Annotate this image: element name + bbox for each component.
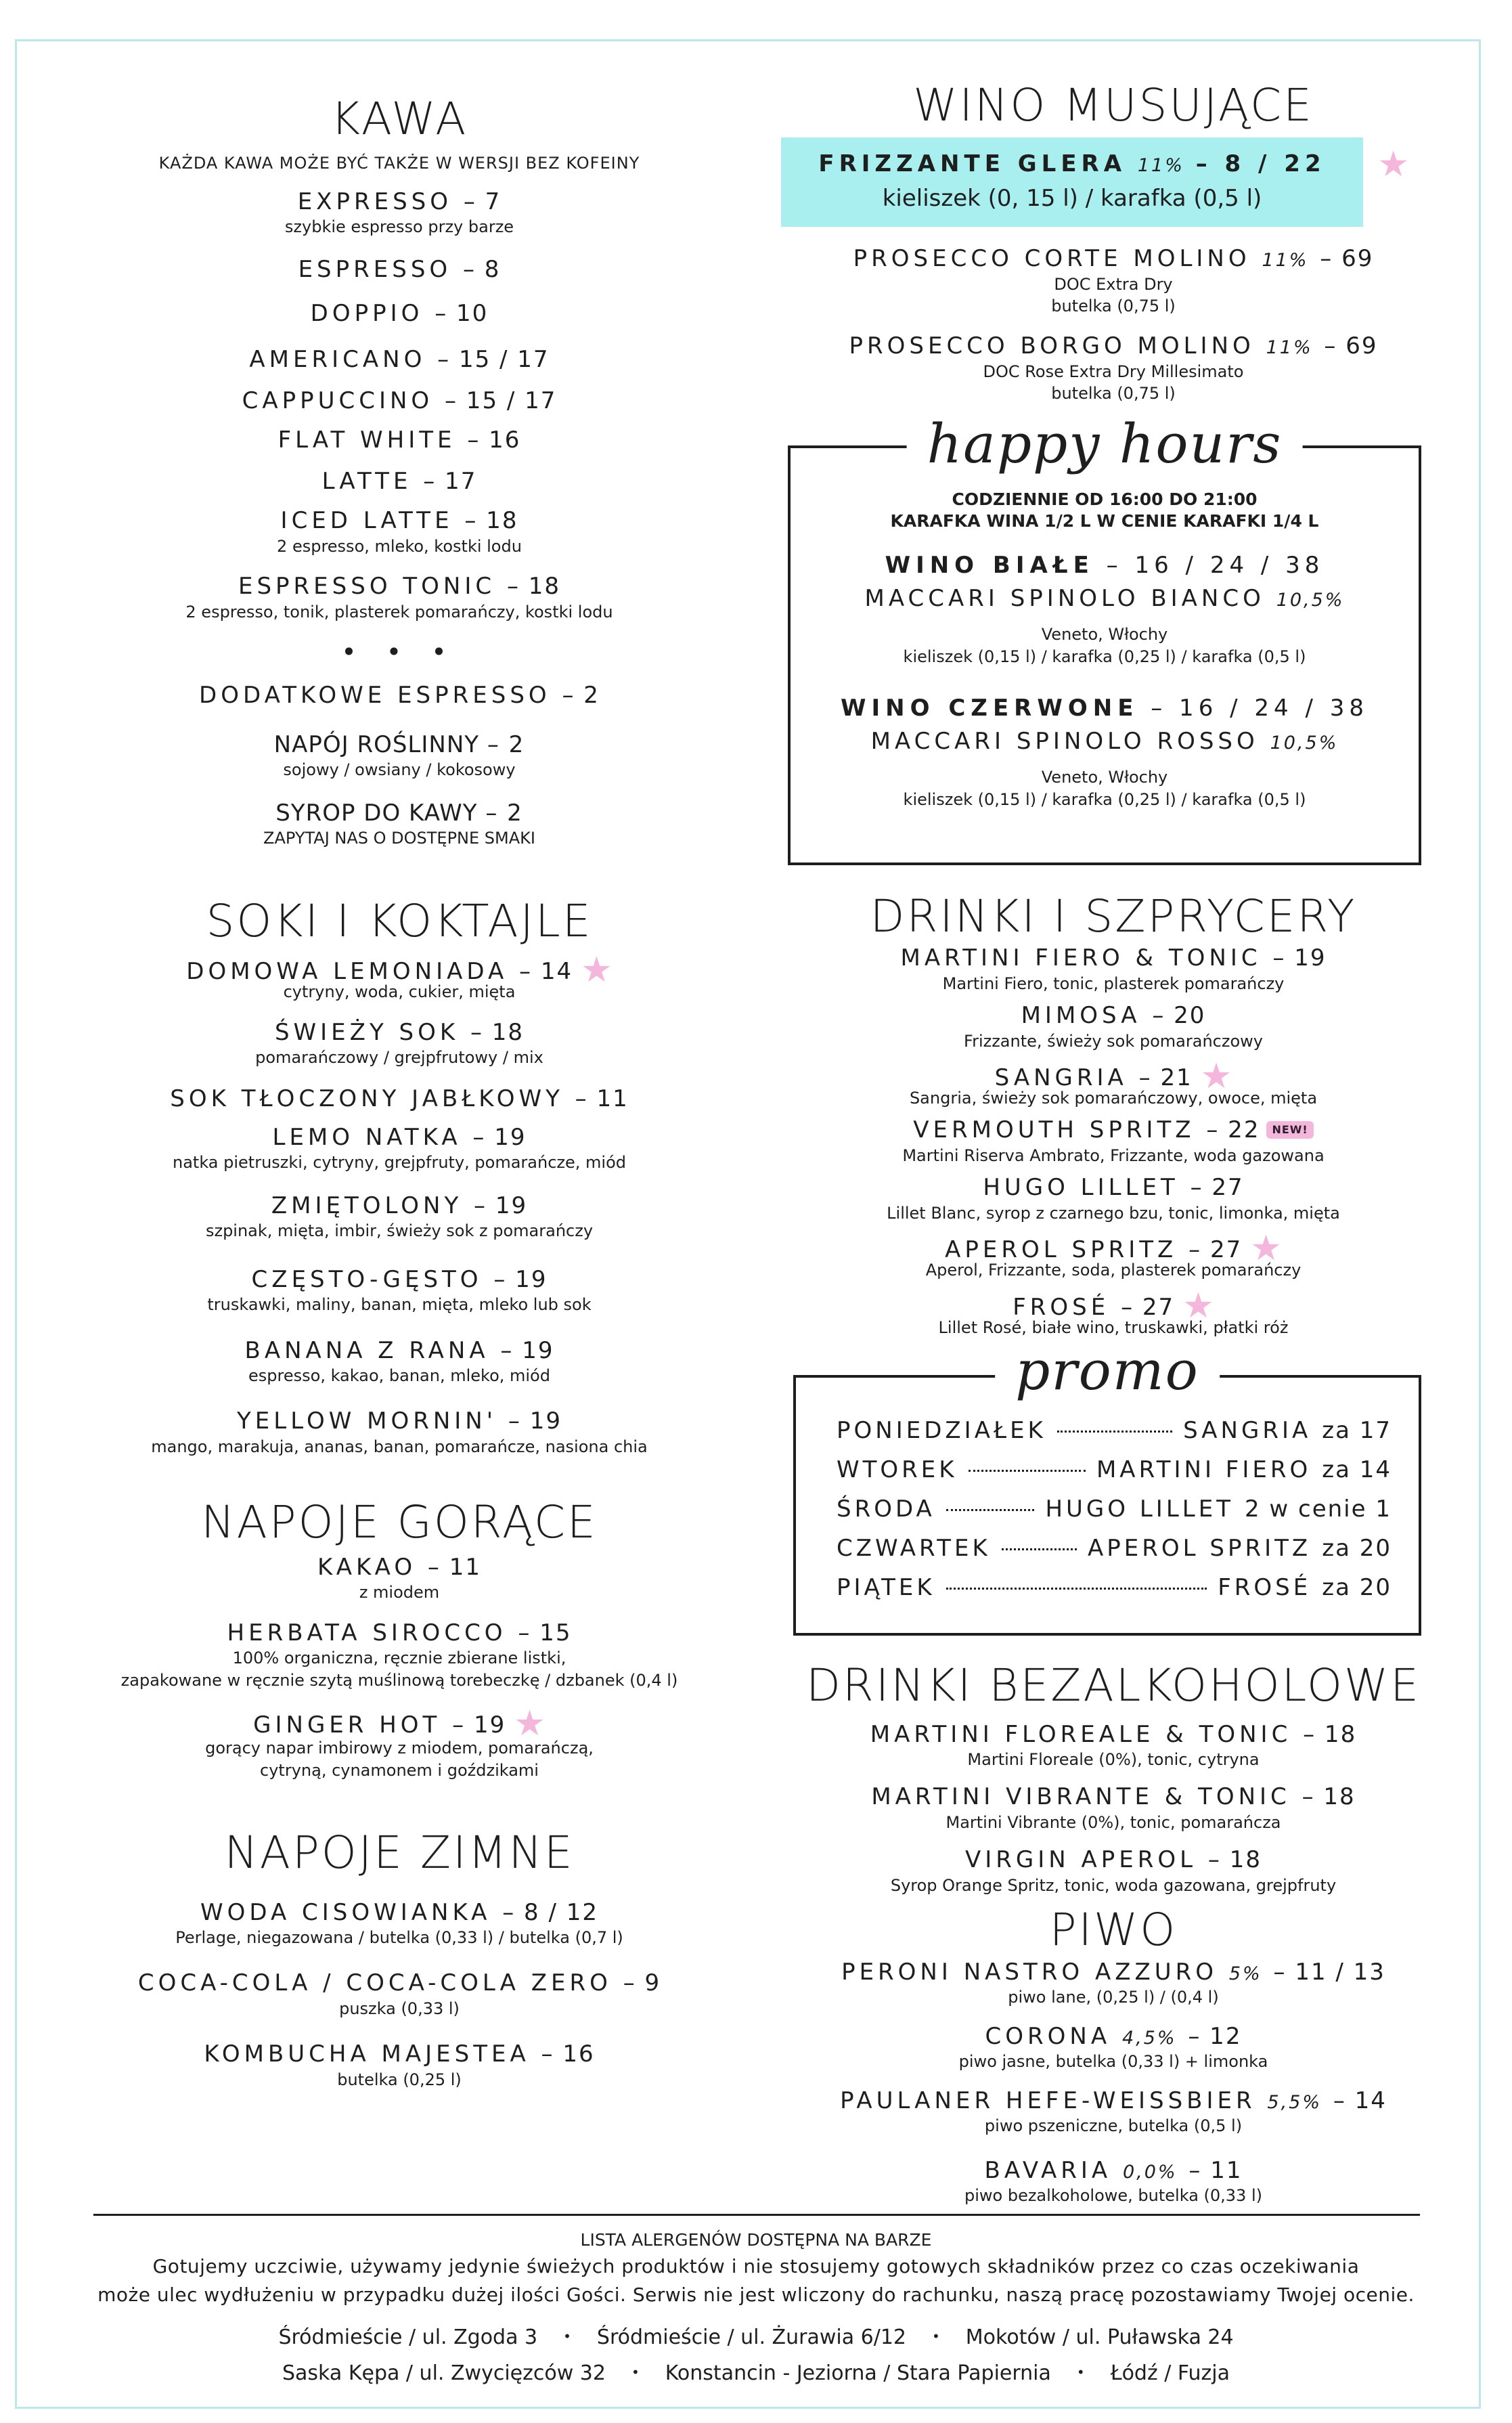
item-price: – 69 [1324,332,1378,360]
menu-item [765,1720,1462,1771]
promo-drink: FROSÉ [1218,1573,1312,1601]
dotted-leader [946,1588,1207,1590]
item-description: piwo jasne, butelka (0,33 l) + limonka [958,2052,1268,2072]
menu-item [765,2087,1462,2137]
item-price: – 10 [435,299,489,327]
promo-drink: MARTINI FIERO [1096,1456,1312,1483]
menu-item [61,467,738,496]
item-price: – 20 [1152,1002,1206,1030]
item-name: PERONI NASTRO AZZURO [841,1958,1218,1986]
item-price: – 2 [487,730,525,758]
bullet-icon: • [563,2328,571,2344]
item-name: MARTINI FLOREALE & TONIC [870,1720,1292,1748]
promo-row [837,1535,1392,1574]
locations-row [41,2324,1471,2351]
item-name: CZĘSTO-GĘSTO [251,1265,483,1293]
item-name: MIMOSA [1021,1002,1141,1030]
promo-row [837,1574,1392,1613]
menu-item [61,1085,738,1114]
bullet-icon: • [631,2364,640,2380]
item-name: KAKAO [317,1553,417,1581]
promo-drink: APEROL SPRITZ [1088,1534,1312,1562]
menu-item [61,1703,738,1781]
item-description-line-2: butelka (0,75 l) [1051,384,1176,403]
service-notice: Gotujemy uczciwie, używamy jedynie świeżych produktów i nie stosujemy gotowych składników przez co czas oczekiwania [152,2255,1360,2277]
menu-item [61,299,738,328]
item-price: – 18 [1303,1720,1357,1748]
location: Śródmieście / ul. Żurawia 6/12 [596,2326,906,2349]
item-description: Perlage, niegazowana / butelka (0,33 l) / butelka (0,7 l) [175,1928,623,1948]
menu-item [61,1192,738,1242]
allergen-note: LISTA ALERGENÓW DOSTĘPNA NA BARZE [580,2230,932,2250]
item-description: Syrop Orange Spritz, tonic, woda gazowana, grejpfruty [890,1875,1337,1895]
item-description: DOC Rose Extra Dry Millesimato [983,362,1244,381]
menu-item [61,1969,738,2020]
menu-item [765,1846,1462,1896]
menu-item [765,1285,1462,1338]
item-abv: 11% [1266,337,1313,359]
item-description: szpinak, mięta, imbir, świeży sok z pomarańczy [205,1221,594,1241]
wine-group-price: – 16 / 24 / 38 [1151,694,1369,722]
item-price: – 12 [1188,2022,1242,2050]
wine-group-title [791,552,1419,579]
bullet-icon: • [932,2328,940,2344]
item-description-line-2: cytryną, cynamonem i goździkami [260,1760,539,1780]
item-name: LEMO NATKA [272,1123,462,1151]
item-name: SANGRIA [994,1064,1128,1092]
item-name: NAPÓJ ROŚLINNY [273,730,480,758]
item-abv: 4,5% [1121,2027,1177,2049]
item-description: puszka (0,33 l) [339,1999,460,2018]
item-description: Martini Riserva Ambrato, Frizzante, woda gazowana [902,1145,1325,1165]
item-name: ŚWIEŻY SOK [274,1018,460,1046]
item-price: – 9 [623,1969,661,1997]
item-price: – 11 / 13 [1273,1958,1385,1986]
menu-item [765,244,1462,317]
item-description: Martini Vibrante (0%), tonic, pomarańcza [946,1812,1281,1832]
new-badge: NEW! [1266,1121,1313,1139]
item-price: – 19 [474,1192,528,1219]
section-wino-musujace [765,81,1462,405]
item-name: GINGER HOT [253,1711,441,1739]
location: Śródmieście / ul. Zgoda 3 [278,2326,538,2349]
item-price: – 21 [1138,1064,1193,1092]
item-description-line-2: zapakowane w ręcznie szytą muślinową torebeczkę / dzbanek (0,4 l) [120,1670,678,1690]
item-name: WODA CISOWIANKA [200,1898,491,1926]
item-price: – 19 [493,1265,548,1293]
item-description: ZAPYTAJ NAS O DOSTĘPNE SMAKI [263,829,535,848]
item-name: FROSÉ [1013,1293,1110,1321]
menu-item [765,1116,1462,1166]
service-notice-line-2: może ulec wydłużeniu w przypadku dużej ilości Gości. Serwis nie jest wliczony do rachunku, naszą pracę pozostawiamy Twojej ocenie. [97,2284,1415,2306]
item-description: piwo bezalkoholowe, butelka (0,33 l) [964,2186,1262,2206]
section-napoje-zimne [61,1826,738,2091]
item-description: gorący napar imbirowy z miodem, pomarańczą, [205,1739,594,1758]
menu-item [61,387,738,416]
menu-item [61,255,738,284]
item-price: – 8 / 22 [1195,150,1326,177]
item-description: sojowy / owsiany / kokosowy [283,760,516,780]
item-name: DODATKOWE ESPRESSO [199,682,551,710]
menu-item [61,572,738,623]
item-description: Martini Fiero, tonic, plasterek pomarańczy [942,974,1285,993]
item-description: kieliszek (0, 15 l) / karafka (0,5 l) [882,185,1262,213]
menu-item [61,799,738,850]
promo-row [837,1417,1392,1456]
item-abv: 11% [1262,250,1309,271]
section-napoje-gorace [61,1498,738,1781]
item-price: – 16 [541,2040,595,2068]
location: Mokotów / ul. Puławska 24 [965,2326,1234,2349]
item-price: – 18 [1302,1783,1356,1811]
item-abv: 11% [1137,154,1184,176]
item-name: PAULANER HEFE-WEISSBIER [840,2087,1256,2114]
item-name: BANANA Z RANA [244,1336,489,1364]
menu-item [61,1123,738,1174]
dotted-leader [1057,1431,1172,1433]
wine-abv: 10,5% [1270,732,1339,754]
happy-hours-note-2: KARAFKA WINA 1/2 L W CENIE KARAFKI 1/4 L [890,511,1319,531]
menu-item [765,1783,1462,1833]
item-description: Lillet Blanc, syrop z czarnego bzu, tonic, limonka, mięta [887,1203,1340,1223]
menu-item [61,1898,738,1949]
wine-group-price: – 16 / 24 / 38 [1106,551,1325,579]
item-price: – 2 [485,799,523,827]
item-description: Lillet Rosé, białe wino, truskawki, płatki róż [938,1317,1289,1337]
item-description: Martini Floreale (0%), tonic, cytryna [967,1750,1260,1770]
item-price: – 18 [1207,1846,1262,1874]
item-price: – 11 [1188,2156,1243,2184]
menu-item [61,1553,738,1604]
item-price: – 16 [467,427,521,454]
menu-item [61,345,738,374]
menu-item [765,1228,1462,1281]
item-price: – 18 [464,507,518,535]
happy-hours-box [788,412,1421,865]
section-title-napoje-zimne: NAPOJE ZIMNE [224,1826,575,1879]
section-title-kawa: KAWA [330,93,468,145]
item-name: SYROP DO KAWY [275,799,478,827]
menu-item [61,2040,738,2091]
item-price: – 15 / 17 [445,387,557,414]
promo-offer: za 17 [1322,1416,1392,1444]
menu-item [765,1001,1462,1052]
wine-group-name: WINO BIAŁE [885,551,1094,579]
promo-day: WTOREK [837,1456,958,1483]
section-title-wino-musujace: WINO MUSUJĄCE [913,79,1314,131]
promo-drink: HUGO LILLET [1045,1495,1234,1523]
item-description: DOC Extra Dry [1054,274,1173,294]
promo-offer: za 20 [1322,1534,1392,1562]
item-name: MARTINI VIBRANTE & TONIC [871,1783,1291,1811]
item-price: – 14 [519,958,573,986]
left-column [61,95,738,2091]
item-price: – 27 [1188,1236,1243,1264]
promo-day: PIĄTEK [837,1573,935,1601]
wine-region: Veneto, Włochy [1041,625,1168,645]
item-name: HERBATA SIROCCO [227,1619,507,1646]
wine-region: Veneto, Włochy [1041,768,1168,787]
wine-name: MACCARI SPINOLO ROSSO [870,727,1259,755]
item-name: SOK TŁOCZONY JABŁKOWY [170,1085,564,1113]
menu-item [765,1958,1462,2009]
section-bezalkoholowe [765,1661,1462,1896]
promo-offer: 2 w cenie 1 [1244,1495,1392,1523]
menu-item [61,426,738,455]
item-price: – 19 [508,1407,562,1435]
item-description: espresso, kakao, banan, mleko, miód [248,1366,550,1386]
item-description: piwo pszeniczne, butelka (0,5 l) [984,2116,1243,2136]
item-price: – 2 [562,682,600,710]
section-title-drinki: DRINKI I SZPRYCERY [870,890,1357,942]
menu-item [61,730,738,781]
item-name: CORONA [985,2022,1111,2050]
wine-name: MACCARI SPINOLO BIANCO [864,584,1265,612]
menu-item [765,1173,1462,1224]
item-name: PROSECCO CORTE MOLINO [853,245,1251,273]
item-description: Frizzante, świeży sok pomarańczowy [964,1031,1263,1051]
menu-item [765,2022,1462,2073]
item-name: YELLOW MORNIN' [237,1407,497,1435]
item-description: mango, marakuja, ananas, banan, pomarańcze, nasiona chia [151,1437,648,1456]
item-name: PROSECCO BORGO MOLINO [849,332,1255,360]
dotted-leader [946,1509,1035,1511]
item-price: – 18 [470,1018,525,1046]
wine-name-line [791,584,1419,613]
frizzante-highlight [781,137,1409,227]
item-price: – 18 [506,573,561,601]
happy-hours-note: CODZIENNIE OD 16:00 DO 21:00 [952,489,1258,509]
item-name: FLAT WHITE [277,427,456,454]
wine-group-title [791,695,1419,722]
item-price: – 19 [500,1336,554,1364]
section-soki [61,894,738,1458]
item-name: DOPPIO [310,299,424,327]
wine-name-line [791,727,1419,756]
wine-sizes: kieliszek (0,15 l) / karafka (0,25 l) / karafka (0,5 l) [903,789,1306,809]
item-description: piwo lane, (0,25 l) / (0,4 l) [1008,1988,1219,2007]
menu-item [61,1265,738,1316]
item-description-line-2: butelka (0,75 l) [1051,296,1176,315]
section-title-bezalkoholowe: DRINKI BEZALKOHOLOWE [806,1659,1421,1711]
wine-group-name: WINO CZERWONE [840,694,1139,722]
item-name: KOMBUCHA MAJESTEA [204,2040,530,2068]
item-description: szybkie espresso przy barze [284,217,514,237]
item-price: – 11 [575,1085,629,1113]
star-icon: ★ [1200,1056,1232,1097]
item-price: – 19 [472,1123,527,1151]
star-icon: ★ [1250,1228,1282,1269]
item-description: pomarańczowy / grejpfrutowy / mix [255,1048,543,1068]
section-title-piwo: PIWO [1049,1904,1178,1957]
item-description: cytryny, woda, cukier, mięta [283,982,516,1002]
item-abv: 5% [1228,1963,1262,1984]
location: Saska Kępa / ul. Zwycięzców 32 [282,2361,606,2385]
item-name: ZMIĘTOLONY [271,1192,463,1219]
menu-item [61,506,738,557]
promo-drink: SANGRIA [1183,1416,1312,1444]
item-price: – 27 [1121,1293,1175,1321]
promo-day: ŚRODA [837,1495,935,1523]
star-icon: ★ [1182,1285,1214,1326]
item-name: MARTINI FIERO & TONIC [900,944,1262,972]
item-price: – 11 [427,1553,481,1581]
item-description: Aperol, Frizzante, soda, plasterek pomarańczy [925,1261,1302,1280]
section-kawa [61,95,738,850]
star-icon: ★ [1377,144,1409,185]
menu-item [61,1336,738,1387]
item-abv: 5,5% [1267,2091,1322,2113]
promo-day: PONIEDZIAŁEK [837,1416,1046,1444]
promo-row [837,1456,1392,1496]
menu-item [765,2156,1462,2207]
item-name: ESPRESSO TONIC [238,573,496,601]
item-name: VERMOUTH SPRITZ [913,1116,1195,1144]
section-title-napoje-gorace: NAPOJE GORĄCE [201,1496,598,1549]
item-name: AMERICANO [249,346,426,374]
item-name: APEROL SPRITZ [945,1236,1178,1264]
item-abv: 0,0% [1122,2161,1178,2183]
item-name: HUGO LILLET [983,1174,1179,1202]
item-price: – 8 / 12 [502,1898,599,1926]
item-description: butelka (0,25 l) [337,2070,462,2089]
star-icon: ★ [514,1703,546,1745]
item-name: BAVARIA [984,2156,1112,2184]
item-name: LATTE [321,467,412,495]
menu-item [61,1018,738,1069]
promo-box [793,1338,1421,1636]
menu-item [765,332,1462,404]
menu-item [765,1056,1462,1109]
menu-item [61,950,738,1003]
item-name: DOMOWA LEMONIADA [186,958,508,986]
item-name: ICED LATTE [280,507,453,535]
item-name: COCA-COLA / COCA-COLA ZERO [137,1969,612,1997]
dotted-leader [1002,1548,1077,1550]
item-name: EXPRESSO [297,188,453,215]
item-price: – 8 [462,256,501,284]
wine-sizes: kieliszek (0,15 l) / karafka (0,25 l) / karafka (0,5 l) [903,647,1306,666]
footer [41,2227,1471,2386]
promo-offer: za 14 [1322,1456,1392,1483]
item-name: VIRGIN APEROL [965,1846,1197,1874]
item-description: 100% organiczna, ręcznie zbierane listki, [232,1649,566,1668]
menu-item [61,1619,738,1691]
promo-heading: promo [995,1344,1220,1398]
menu-item [61,681,738,710]
footer-divider [93,2214,1420,2216]
menu-item [61,188,738,238]
menu-item [61,1407,738,1458]
section-drinki [765,892,1462,1338]
kawa-note: KAŻDA KAWA MOŻE BYĆ TAKŻE W WERSJI BEZ KOFEINY [158,153,640,173]
bullet-icon: • [1076,2364,1085,2380]
item-price: – 69 [1320,245,1374,273]
item-price: – 14 [1333,2087,1387,2114]
promo-offer: za 20 [1322,1573,1392,1601]
item-price: – 15 / 17 [437,346,550,374]
location: Konstancin - Jeziorna / Stara Papiernia [665,2361,1051,2385]
item-description: 2 espresso, mleko, kostki lodu [277,536,522,556]
item-name: FRIZZANTE GLERA [818,150,1127,177]
item-description: natka pietruszki, cytryny, grejpfruty, pomarańcze, miód [173,1153,626,1173]
location: Łódź / Fuzja [1110,2361,1230,2385]
star-icon: ★ [581,950,613,991]
happy-hours-heading: happy hours [907,417,1303,471]
item-price: – 19 [452,1711,506,1739]
section-piwo [765,1906,1462,2206]
item-description: z miodem [359,1583,440,1602]
promo-day: CZWARTEK [837,1534,991,1562]
promo-row [837,1496,1392,1535]
item-name: CAPPUCCINO [242,387,434,414]
item-name: ESPRESSO [298,256,452,284]
right-column [765,81,1462,2206]
item-price: – 17 [423,467,477,495]
item-price: – 27 [1190,1174,1244,1202]
section-title-soki: SOKI I KOKTAJLE [206,894,593,947]
item-price: – 22 [1206,1116,1260,1144]
item-price: – 15 [518,1619,572,1646]
wine-abv: 10,5% [1276,589,1345,611]
item-description: Sangria, świeży sok pomarańczowy, owoce, mięta [909,1089,1318,1108]
menu-item [765,944,1462,995]
dotted-leader [969,1470,1086,1472]
item-price: – 19 [1272,944,1327,972]
item-description: 2 espresso, tonik, plasterek pomarańczy, kostki lodu [185,602,613,621]
divider-dots: • • • [341,637,458,668]
item-description: truskawki, maliny, banan, mięta, mleko lub sok [207,1295,592,1315]
item-price: – 7 [463,188,502,215]
locations-row [41,2360,1471,2386]
